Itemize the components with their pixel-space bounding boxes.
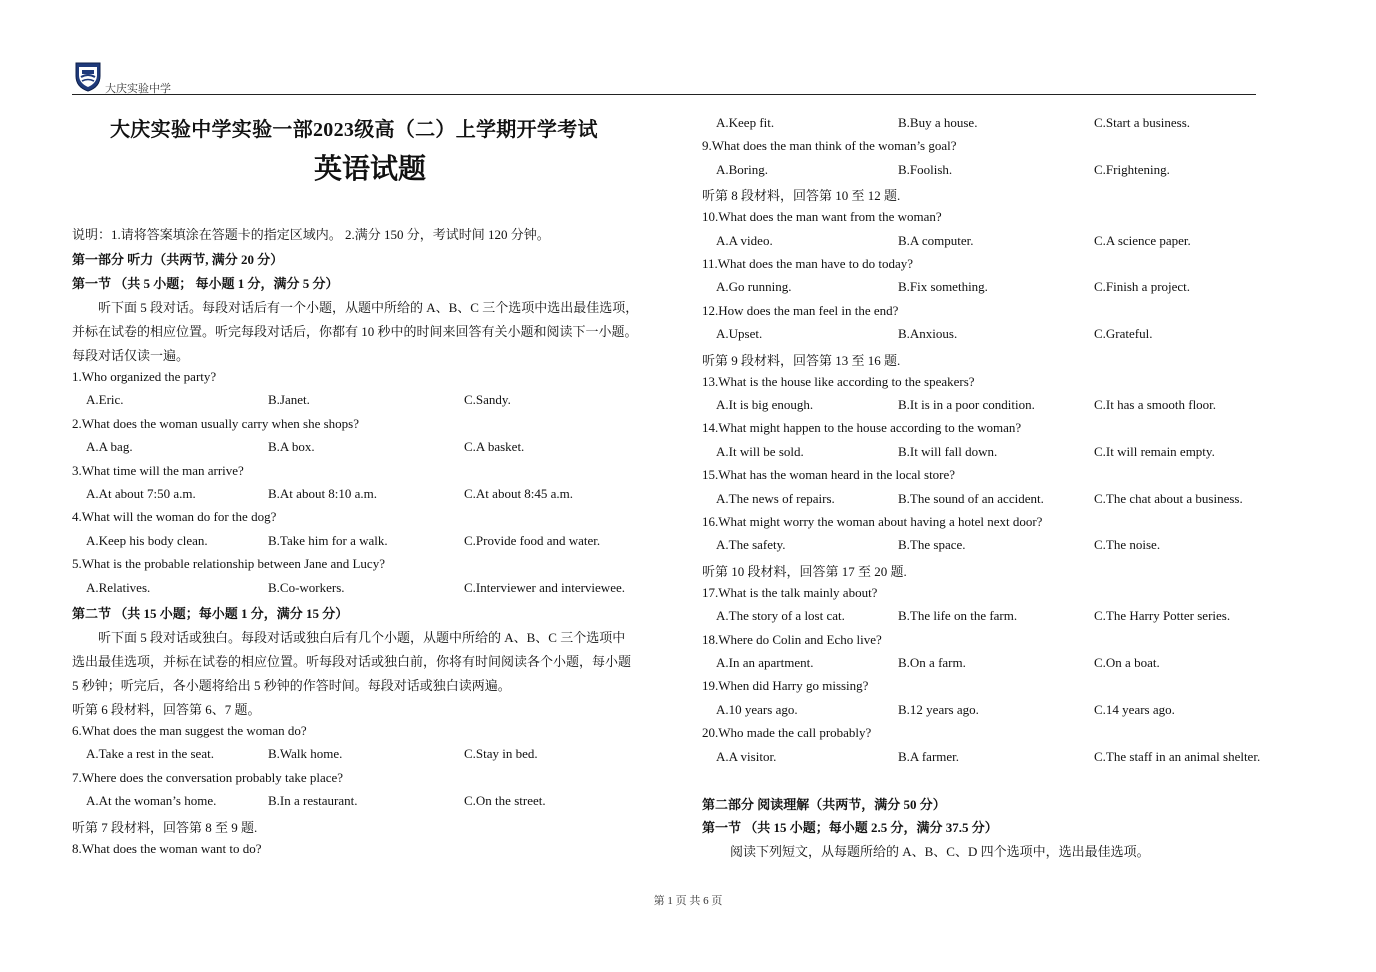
option-c: C.Interviewer and interviewee. [464,579,625,595]
option-c: C.A basket. [464,439,525,455]
option-b: B.Take him for a walk. [268,532,388,548]
question-stem: 13.What is the house like according to the speakers? [702,373,975,389]
question-stem: 8.What does the woman want to do? [72,840,262,856]
option-b: B.Buy a house. [898,115,978,130]
option-a: A.At about 7:50 a.m. [86,486,196,501]
option-c: C.On the street. [464,793,546,809]
option-b: B.A farmer. [898,748,960,764]
option-a: A.Take a rest in the seat. [86,746,214,762]
option-c: C.Provide food and water. [464,532,601,548]
option-c: C.The chat about a business. [1094,490,1243,506]
question-stem: 19.When did Harry go missing? [702,678,869,694]
option-c: C.Frightening. [1094,161,1170,177]
option-a: A.Boring. [716,161,768,177]
option-a: A.The news of repairs. [716,490,835,506]
option-b: B.Janet. [268,392,310,408]
option-b: B.At about 8:10 a.m. [268,486,378,501]
option-b: B.The life on the farm. [898,608,1018,624]
question-stem: 16.What might worry the woman about having a hotel next door? [702,514,1043,529]
material-heading: 听第 7 段材料，回答第 8 至 9 题. [72,819,258,835]
option-b: B.Fix something. [898,279,988,295]
option-a: A.It is big enough. [716,397,814,412]
section1-directions: 听下面 5 段对话。每段对话后有一个小题，从题中所给的 A、B、C 三个选项中选出最佳选项， [72,300,639,315]
question-stem: 7.Where does the conversation probably take place? [72,769,344,785]
option-b: B.A computer. [898,232,974,248]
option-b: B.In a restaurant. [268,793,358,809]
option-c: C.Start a business. [1094,115,1191,130]
material-heading: 听第 10 段材料，回答第 17 至 20 题. [702,563,907,579]
option-c: C.At about 8:45 a.m. [464,486,574,501]
question-stem: 20.Who made the call probably? [702,725,872,741]
question-stem: 10.What does the man want from the woman? [702,209,942,225]
question-stem: 2.What does the woman usually carry when she shops? [72,415,360,431]
option-b: B.Foolish. [898,161,953,177]
option-a: A.Upset. [716,326,763,342]
material-heading: 听第 6 段材料，回答第 6、7 题。 [72,702,261,717]
part2-section1-heading: 第一节 （共 15 小题；每小题 2.5 分，满分 37.5 分） [702,820,998,835]
option-a: A.Keep his body clean. [86,532,208,548]
question-stem: 15.What has the woman heard in the local store? [702,467,956,483]
option-c: C.Sandy. [464,392,511,408]
option-c: C.14 years ago. [1094,701,1175,717]
option-a: A.A video. [716,232,773,248]
section2-directions: 5 秒钟；听完后，各小题将给出 5 秒钟的作答时间。每段对话或独白读两遍。 [72,678,511,693]
option-a: A.A visitor. [716,748,777,764]
section2-directions: 选出最佳选项，并标在试卷的相应位置。听每段对话或独白前，你将有时间阅读各个小题，每小题 [72,654,632,669]
option-c: C.Stay in bed. [464,746,538,762]
option-c: C.It will remain empty. [1094,443,1215,459]
option-a: A.Eric. [86,392,124,408]
section1-directions: 并标在试卷的相应位置。听完每段对话后，你都有 10 秒中的时间来回答有关小题和阅读下一小题。 [72,324,638,339]
option-a: A.At the woman’s home. [86,793,217,809]
option-b: B.Anxious. [898,326,958,342]
page-header [72,58,1256,95]
option-b: B.Co-workers. [268,579,345,595]
option-a: A.The story of a lost cat. [716,608,845,624]
option-b: B.A box. [268,439,315,455]
school-logo-icon [72,60,104,92]
instructions: 说明：1.请将答案填涂在答题卡的指定区域内。 2.满分 150 分，考试时间 120 分钟。 [72,227,550,242]
option-b: B.12 years ago. [898,701,979,717]
option-c: C.The staff in an animal shelter. [1094,748,1261,764]
section2-heading: 第二节 （共 15 小题；每小题 1 分，满分 15 分） [72,606,349,621]
option-a: A.Relatives. [86,579,151,595]
option-b: B.It is in a poor condition. [898,397,1035,412]
option-a: A.A bag. [86,439,133,455]
section2-directions: 听下面 5 段对话或独白。每段对话或独白后有几个小题，从题中所给的 A、B、C 三个选项中 [72,630,626,645]
question-stem: 5.What is the probable relationship between Jane and Lucy? [72,556,385,572]
option-c: C.Grateful. [1094,326,1153,342]
section1-heading: 第一节 （共 5 小题； 每小题 1 分，满分 5 分） [72,276,339,291]
option-c: C.Finish a project. [1094,279,1191,295]
question-stem: 3.What time will the man arrive? [72,462,244,478]
question-stem: 12.How does the man feel in the end? [702,302,899,318]
exam-subject-title: 英语试题 [314,154,427,185]
question-stem: 4.What will the woman do for the dog? [72,509,277,525]
option-a: A.In an apartment. [716,655,814,670]
option-c: C.On a boat. [1094,655,1160,670]
option-a: A.The safety. [716,537,786,553]
part1-heading: 第一部分 听力（共两节, 满分 20 分） [72,252,284,267]
question-stem: 11.What does the man have to do today? [702,256,914,271]
option-c: C.The Harry Potter series. [1094,608,1231,624]
option-b: B.Walk home. [268,746,343,762]
option-c: C.A science paper. [1094,232,1191,248]
material-heading: 听第 9 段材料，回答第 13 至 16 题. [702,352,901,368]
option-b: B.The space. [898,537,966,553]
option-c: C.The noise. [1094,537,1161,553]
option-a: A.10 years ago. [716,701,798,717]
question-stem: 17.What is the talk mainly about? [702,584,878,600]
page-footer: 第 1 页 共 6 页 [653,895,723,907]
part2-heading: 第二部分 阅读理解（共两节，满分 50 分） [702,797,946,812]
header-school-name: 大庆实验中学 [105,83,171,95]
option-b: B.It will fall down. [898,443,998,459]
question-stem: 18.Where do Colin and Echo live? [702,631,882,647]
material-heading: 听第 8 段材料，回答第 10 至 12 题. [702,188,901,204]
option-a: A.Go running. [716,279,792,295]
question-stem: 9.What does the man think of the woman’s goal? [702,138,957,154]
option-a: A.Keep fit. [716,115,775,130]
option-b: B.The sound of an accident. [898,490,1044,506]
option-c: C.It has a smooth floor. [1094,397,1217,412]
exam-title: 大庆实验中学实验一部2023级高（二）上学期开学考试 [110,119,598,141]
part2-directions: 阅读下列短文，从每题所给的 A、B、C、D 四个选项中，选出最佳选项。 [730,844,1150,859]
option-b: B.On a farm. [898,655,966,670]
question-stem: 1.Who organized the party? [72,369,217,384]
section1-directions: 每段对话仅读一遍。 [72,348,190,363]
question-stem: 14.What might happen to the house according to the woman? [702,420,1022,436]
question-stem: 6.What does the man suggest the woman do? [72,723,307,738]
option-a: A.It will be sold. [716,443,804,459]
